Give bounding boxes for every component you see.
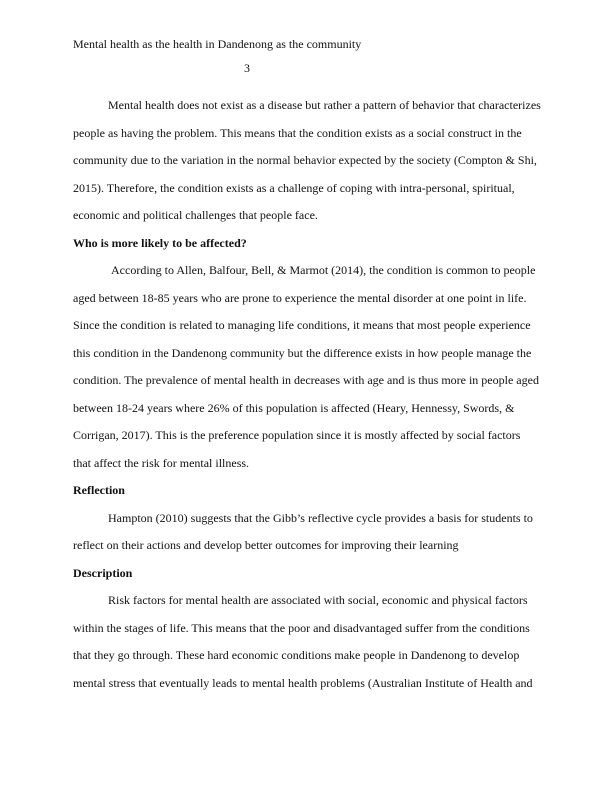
page-number: 3: [244, 61, 250, 75]
intro-paragraph: Mental health does not exist as a disease but rather a pattern of behavior that characterizes people as having the problem. This means that the condition exists as a social construct in the community due to the variation in the normal behavior expected by the society (Compton & Shi, 2015). Therefore, the condition exists as a challenge of coping with intra-personal, spiritual, economic and political challenges that people face.: [73, 98, 541, 222]
description-heading: Description: [73, 565, 133, 580]
running-head: Mental health as the health in Dandenong as the community: [73, 37, 362, 51]
document-body: [73, 92, 541, 697]
affected-paragraph: According to Allen, Balfour, Bell, & Marmot (2014), the condition is common to people aged between 18-85 years who are prone to experience the mental disorder at one point in life. Since the condition is related to managing life conditions, it means that most people experience this condition in the Dandenong community but the difference exists in how people manage the condition. The prevalence of mental health in decreases with age and is thus more in people aged between 18-24 years where 26% of this population is affected (Heary, Hennessy, Swords, & Corrigan, 2017). This is the preference population since it is mostly affected by social factors that affect the risk for mental illness.: [73, 263, 542, 470]
reflection-paragraph: Hampton (2010) suggests that the Gibb’s reflective cycle provides a basis for students to reflect on their actions and develop better outcomes for improving their learning: [73, 510, 533, 552]
affected-heading: Who is more likely to be affected?: [73, 235, 247, 250]
description-paragraph: Risk factors for mental health are associated with social, economic and physical factors within the stages of life. This means that the poor and disadvantaged suffer from the conditions that they go through. These hard economic conditions make people in Dandenong to develop mental stress that eventually leads to mental health problems (Australian Institute of Health and: [73, 593, 533, 690]
reflection-heading: Reflection: [73, 483, 125, 497]
